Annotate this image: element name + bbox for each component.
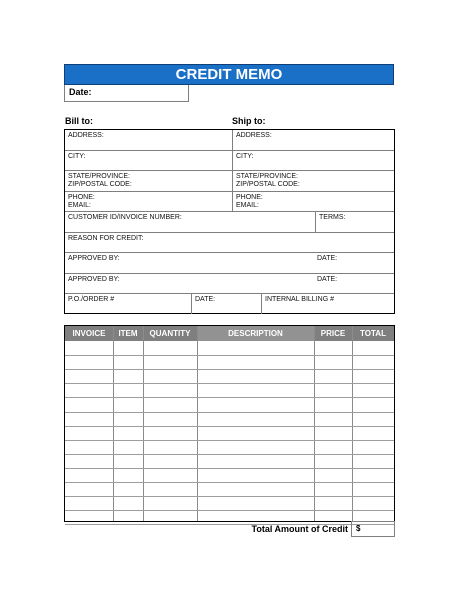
customer-id-label[interactable]: CUSTOMER ID/INVOICE NUMBER: xyxy=(68,214,182,221)
date-label: Date: xyxy=(69,87,92,97)
date-field[interactable] xyxy=(64,85,189,102)
form-title: CREDIT MEMO xyxy=(64,64,394,85)
table-row[interactable] xyxy=(65,482,394,483)
column-header-quantity: QUANTITY xyxy=(149,329,191,338)
table-row[interactable] xyxy=(65,440,394,441)
column-divider xyxy=(261,293,262,314)
po-date-label[interactable]: DATE: xyxy=(195,296,216,303)
row-divider xyxy=(65,232,394,233)
column-divider xyxy=(232,130,233,211)
total-credit-field[interactable] xyxy=(351,521,395,537)
row-divider xyxy=(65,293,394,294)
ship-state-label[interactable]: STATE/PROVINCE: xyxy=(236,173,298,180)
row-divider xyxy=(65,150,394,151)
ship-phone-label[interactable]: PHONE: xyxy=(236,194,263,201)
row-divider xyxy=(65,252,394,253)
reason-label[interactable]: REASON FOR CREDIT: xyxy=(68,235,144,242)
column-header-total: TOTAL xyxy=(360,329,386,338)
table-row[interactable] xyxy=(65,369,394,370)
bill-city-label[interactable]: CITY: xyxy=(68,153,86,160)
row-divider xyxy=(65,191,394,192)
table-row[interactable] xyxy=(65,397,394,398)
column-header-price: PRICE xyxy=(320,329,346,338)
column-divider xyxy=(315,211,316,232)
bill-to-heading: Bill to: xyxy=(65,116,93,126)
approved-by-label[interactable]: APPROVED BY: xyxy=(68,255,120,262)
table-row[interactable] xyxy=(65,383,394,384)
terms-label[interactable]: TERMS: xyxy=(319,214,346,221)
bill-zip-label[interactable]: ZIP/POSTAL CODE: xyxy=(68,181,132,188)
row-divider xyxy=(65,273,394,274)
bill-email-label[interactable]: EMAIL: xyxy=(68,202,91,209)
currency-symbol: $ xyxy=(356,524,361,533)
column-header-item: ITEM xyxy=(118,329,138,338)
approved-date-label[interactable]: DATE: xyxy=(317,255,338,262)
table-row[interactable] xyxy=(65,426,394,427)
po-order-label[interactable]: P.O./ORDER # xyxy=(68,296,115,303)
ship-city-label[interactable]: CITY: xyxy=(236,153,254,160)
approved-date-label[interactable]: DATE: xyxy=(317,276,338,283)
bill-address-label[interactable]: ADDRESS: xyxy=(68,132,104,139)
table-row[interactable] xyxy=(65,496,394,497)
table-row[interactable] xyxy=(65,468,394,469)
row-divider xyxy=(65,211,394,212)
column-header-description: DESCRIPTION xyxy=(197,326,314,341)
total-credit-label: Total Amount of Credit xyxy=(251,524,348,534)
table-row[interactable] xyxy=(65,412,394,413)
column-divider xyxy=(191,293,192,314)
ship-email-label[interactable]: EMAIL: xyxy=(236,202,259,209)
customer-info-box xyxy=(64,129,395,314)
ship-address-label[interactable]: ADDRESS: xyxy=(236,132,272,139)
table-row[interactable] xyxy=(65,510,394,511)
column-header-invoice: INVOICE xyxy=(72,329,106,338)
bill-state-label[interactable]: STATE/PROVINCE: xyxy=(68,173,130,180)
internal-billing-label[interactable]: INTERNAL BILLING # xyxy=(265,296,334,303)
line-items-table xyxy=(64,325,395,522)
ship-zip-label[interactable]: ZIP/POSTAL CODE: xyxy=(236,181,300,188)
table-row[interactable] xyxy=(65,355,394,356)
table-row[interactable] xyxy=(65,454,394,455)
approved-by-label[interactable]: APPROVED BY: xyxy=(68,276,120,283)
row-divider xyxy=(65,170,394,171)
bill-phone-label[interactable]: PHONE: xyxy=(68,194,95,201)
ship-to-heading: Ship to: xyxy=(232,116,266,126)
